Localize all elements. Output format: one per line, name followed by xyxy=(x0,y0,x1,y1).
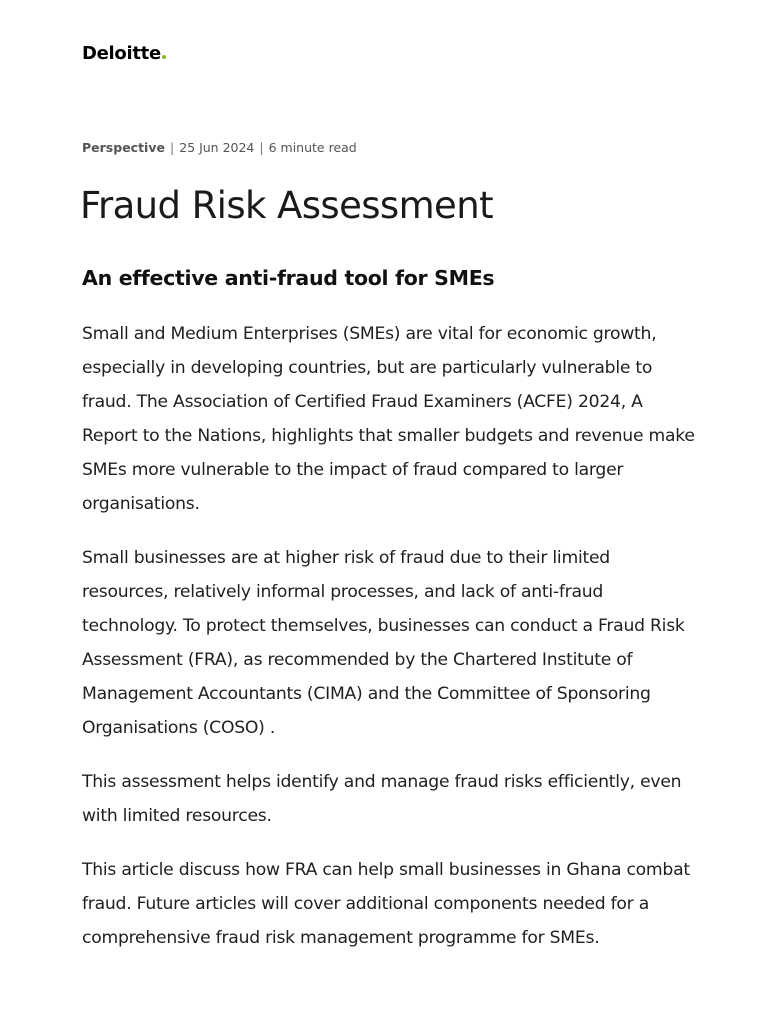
body-paragraph: Small and Medium Enterprises (SMEs) are vital for economic growth, especially in developing countries, but are particularly vulnerable to fraud. The Association of Certified Fraud Examiners (ACFE) 2024, A Report to the Nations, highlights that smaller budgets and revenue make SMEs more vulnerable to the impact of fraud compared to larger organisations. xyxy=(82,324,695,514)
logo-green-dot-icon xyxy=(162,55,166,59)
article-date: 25 Jun 2024 xyxy=(179,140,255,155)
meta-separator: | xyxy=(259,140,264,155)
deloitte-logo[interactable] xyxy=(82,42,166,66)
meta-separator: | xyxy=(169,140,175,155)
article-type: Perspective xyxy=(82,140,165,155)
article-subtitle: An effective anti-fraud tool for SMEs xyxy=(82,266,495,290)
article-read-time: 6 minute read xyxy=(268,140,357,155)
body-paragraph: This article discuss how FRA can help small businesses in Ghana combat fraud. Future articles will cover additional components needed for a comprehensive fraud risk management programme for SMEs. xyxy=(82,860,690,948)
article-meta xyxy=(82,139,357,157)
body-paragraph: Small businesses are at higher risk of fraud due to their limited resources, relatively informal processes, and lack of anti-fraud technology. To protect themselves, businesses can conduct a Fraud Risk Assessment (FRA), as recommended by the Chartered Institute of Management Accountants (CIMA) and the Committee of Sponsoring Organisations (COSO) . xyxy=(82,548,685,738)
article-body xyxy=(82,317,698,975)
logo-wordmark: Deloitte xyxy=(82,43,161,64)
page-title: Fraud Risk Assessment xyxy=(80,184,493,227)
body-paragraph: This assessment helps identify and manage fraud risks efficiently, even with limited resources. xyxy=(82,772,682,826)
